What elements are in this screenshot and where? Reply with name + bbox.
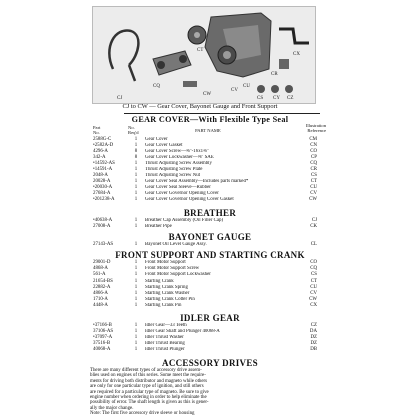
part-name: Front Motor Support Screw (145, 266, 200, 272)
illustration-ref: CN (310, 143, 317, 148)
illustration-ref: CZ (310, 323, 317, 328)
table-row (93, 260, 333, 266)
part-number: 4448-A (93, 303, 108, 309)
table-row (93, 347, 333, 353)
illustration-ref: CO (310, 149, 317, 154)
part-name: Idler Thrust Plunger (145, 347, 185, 352)
illustration-ref: CX (310, 303, 317, 309)
table-row (93, 279, 333, 285)
quantity: 1 (134, 242, 138, 247)
part-name: Breather Cap Assembly (Oil Filler Cap) (145, 218, 224, 223)
col-part-no: Part No. (93, 125, 101, 135)
callout-cy: CY (273, 96, 280, 101)
part-name: Thrust Adjusting Screw Assembly (145, 161, 212, 166)
part-name: Idler Gear—33 Teeth (145, 323, 187, 328)
illustration-ref: CK (310, 224, 317, 229)
table-row (93, 285, 333, 291)
part-number: 22882-A (93, 284, 111, 290)
illustration-ref: DA (309, 329, 317, 334)
callout-cs: CS (257, 96, 264, 101)
col-part-name: PART NAME (195, 128, 221, 133)
illustration-ref: CW (309, 197, 317, 202)
quantity: 1 (134, 185, 138, 190)
part-name: Starting Crank (145, 278, 174, 284)
para-line: are only for one particular type of ignition, and still others (90, 384, 204, 390)
table-row (93, 242, 333, 248)
quantity: 1 (134, 173, 138, 178)
part-number: •14592-AS (93, 161, 115, 166)
quantity: 1 (134, 291, 138, 296)
table-row (93, 224, 333, 230)
part-name: Breather Pipe (145, 224, 172, 229)
part-name: Gear Cover Gasket (145, 143, 183, 148)
quantity: 8 (134, 155, 138, 160)
part-name: Gear Cover (145, 137, 168, 142)
para-line: Note: The first five accessory drive sleeve or housing (90, 411, 195, 417)
front-support-heading: FRONT SUPPORT AND STARTING CRANK (115, 250, 305, 260)
callout-cz: CZ (287, 96, 294, 101)
quantity: 1 (134, 167, 138, 172)
bayonet-heading: BAYONET GAUGE (168, 232, 252, 242)
quantity: 1 (134, 284, 138, 290)
part-number: 21654-BS (93, 278, 113, 284)
part-number: •40638-A (93, 218, 113, 223)
illustration-ref: CO (310, 260, 317, 265)
quantity: 1 (134, 329, 138, 334)
illustration-ref: CP (311, 155, 317, 160)
part-number: 20028-A (93, 179, 111, 184)
photo-caption: CJ to CW — Gear Cover, Bayonet Gauge and Front Support (122, 103, 278, 110)
quantity: 1 (134, 323, 138, 328)
part-number: 342-A (93, 155, 106, 160)
quantity: 1 (134, 260, 138, 265)
part-number: 37516-B (93, 341, 111, 346)
callout-cq: CQ (153, 84, 160, 89)
illustration-ref: CW (309, 297, 317, 303)
callout-cu: CU (243, 84, 250, 89)
quantity: 1 (134, 272, 138, 278)
accessory-heading: ACCESSORY DRIVES (162, 358, 258, 368)
illustration-ref: CT (310, 179, 317, 184)
part-number: 40068-A (93, 347, 111, 352)
para-line: There are many different types of accessory drive assem- (90, 368, 202, 373)
col-illustration-ref: Illustration Reference (305, 123, 326, 133)
illustration-ref: CQ (310, 266, 317, 272)
part-number: 2588G-C (93, 137, 112, 142)
callout-cj: CJ (117, 96, 123, 101)
parts-illustration (93, 7, 315, 103)
quantity: 1 (134, 266, 138, 272)
divider (124, 113, 320, 114)
part-name: Starting Crank Spring (145, 284, 188, 290)
part-number: •37166-B (93, 323, 112, 328)
illustration-ref: CL (310, 242, 317, 247)
col-qty: No. Req'd (128, 125, 139, 135)
quantity: 1 (134, 191, 138, 196)
para-line: ments for driving both distributor and magneto while others (90, 378, 208, 384)
quantity: 1 (134, 303, 138, 309)
quantity: 1 (134, 197, 138, 202)
para-line: engine number when ordering in order to help eliminate the (90, 395, 207, 401)
part-name: Gear Cover Lockwasher—⅝" SAE (145, 155, 214, 160)
part-number: •201238-A (93, 197, 115, 202)
quantity: 1 (134, 224, 138, 229)
table-row (93, 303, 333, 309)
callout-cw: CW (203, 92, 212, 97)
part-name: Idler Gear Shaft and Plunger 40068-A (145, 329, 220, 334)
illustration-ref: CT (310, 278, 317, 284)
part-name: Front Motor Support (145, 260, 186, 265)
illustration-ref: DB (310, 347, 317, 352)
quantity: 1 (134, 137, 138, 142)
part-name: Gear Cover Governor Opening Cover (145, 191, 219, 196)
part-number: 4296-A (93, 149, 108, 154)
illustration-ref: DZ (310, 335, 317, 340)
part-name: Starting Crank Cotter Pin (145, 297, 195, 303)
table-row (93, 297, 333, 303)
part-number: 27684-A (93, 191, 111, 196)
quantity: 1 (134, 218, 138, 223)
para-line: possibility of error. The shaft length is given as this is gener- (90, 400, 209, 406)
part-number: 1710-A (93, 297, 108, 303)
illustration-ref: DZ (310, 341, 317, 346)
part-name: Gear Cover Seal Sleeve—Rubber (145, 185, 211, 190)
quantity: 1 (134, 335, 138, 340)
idler-heading: IDLER GEAR (180, 313, 240, 323)
illustration-ref: CV (310, 291, 317, 296)
part-number: •14591-A (93, 167, 113, 172)
part-number: •37097-A (93, 335, 113, 340)
part-name: Front Motor Support Lockwasher (145, 272, 211, 278)
part-number: 29001-D (93, 260, 111, 265)
breather-heading: BREATHER (183, 208, 237, 218)
part-name: Bayonet Oil Level Gauge Assy. (145, 242, 207, 247)
illustration-ref: CS (311, 272, 317, 278)
part-name: Idler Thrust Bearing (145, 341, 185, 346)
illustration-ref: CU (310, 284, 317, 290)
part-number: 4866-A (93, 291, 108, 296)
quantity: 1 (134, 297, 138, 303)
part-number: 561-A (93, 272, 106, 278)
part-name: Starting Crank Washer (145, 291, 190, 296)
part-number: 27008-A (93, 224, 111, 229)
illustration-ref: CS (311, 173, 317, 178)
quantity: 1 (134, 179, 138, 184)
illustration-ref: CJ (311, 218, 317, 223)
part-number: 37106-AS (93, 329, 114, 334)
part-number: 27143-AS (93, 242, 114, 247)
part-number: 2048-A (93, 173, 108, 178)
quantity: 1 (134, 143, 138, 148)
table-row (93, 291, 333, 297)
callout-cv: CV (231, 88, 238, 93)
part-name: Gear Cover Screw—⅝"-16x1⅜" (145, 149, 209, 154)
quantity: 1 (134, 347, 138, 352)
illustration-ref: CM (309, 137, 317, 142)
gear-cover-heading: GEAR COVER—With Flexible Type Seal (131, 115, 289, 124)
parts-photo (92, 6, 316, 104)
table-row (93, 266, 333, 272)
illustration-ref: CV (310, 191, 317, 196)
part-name: Idler Thrust Washer (145, 335, 184, 340)
para-line: blies used on engines of this series. Some meet the require- (90, 373, 206, 379)
part-name: Gear Cover Seal Assembly—Includes parts marked* (145, 179, 249, 184)
quantity: 1 (134, 341, 138, 346)
part-number: •2582A-D (93, 143, 114, 148)
part-name: Starting Crank Pin (145, 303, 182, 309)
part-number: 4868-A (93, 266, 108, 272)
part-name: Thrust Adjusting Screw Plate (145, 167, 203, 172)
illustration-ref: CQ (310, 161, 317, 166)
quantity: 8 (134, 149, 138, 154)
callout-cx: CX (293, 52, 300, 57)
table-row (93, 197, 333, 203)
part-name: Thrust Adjusting Screw Nut (145, 173, 201, 178)
quantity: 1 (134, 161, 138, 166)
accessory-paragraph (90, 368, 330, 417)
callout-cr: CR (271, 72, 278, 77)
quantity: 1 (134, 278, 138, 284)
part-name: Gear Cover Governor Opening Cover Gasket (145, 197, 234, 202)
illustration-ref: CR (310, 167, 317, 172)
para-line: ally the major change. (90, 405, 134, 411)
illustration-ref: CU (310, 185, 317, 190)
table-row (93, 272, 333, 278)
para-line: are required for a particular type of magneto. Be sure to give (90, 389, 209, 395)
part-number: •20030-A (93, 185, 113, 190)
callout-ct: CT (197, 48, 204, 53)
